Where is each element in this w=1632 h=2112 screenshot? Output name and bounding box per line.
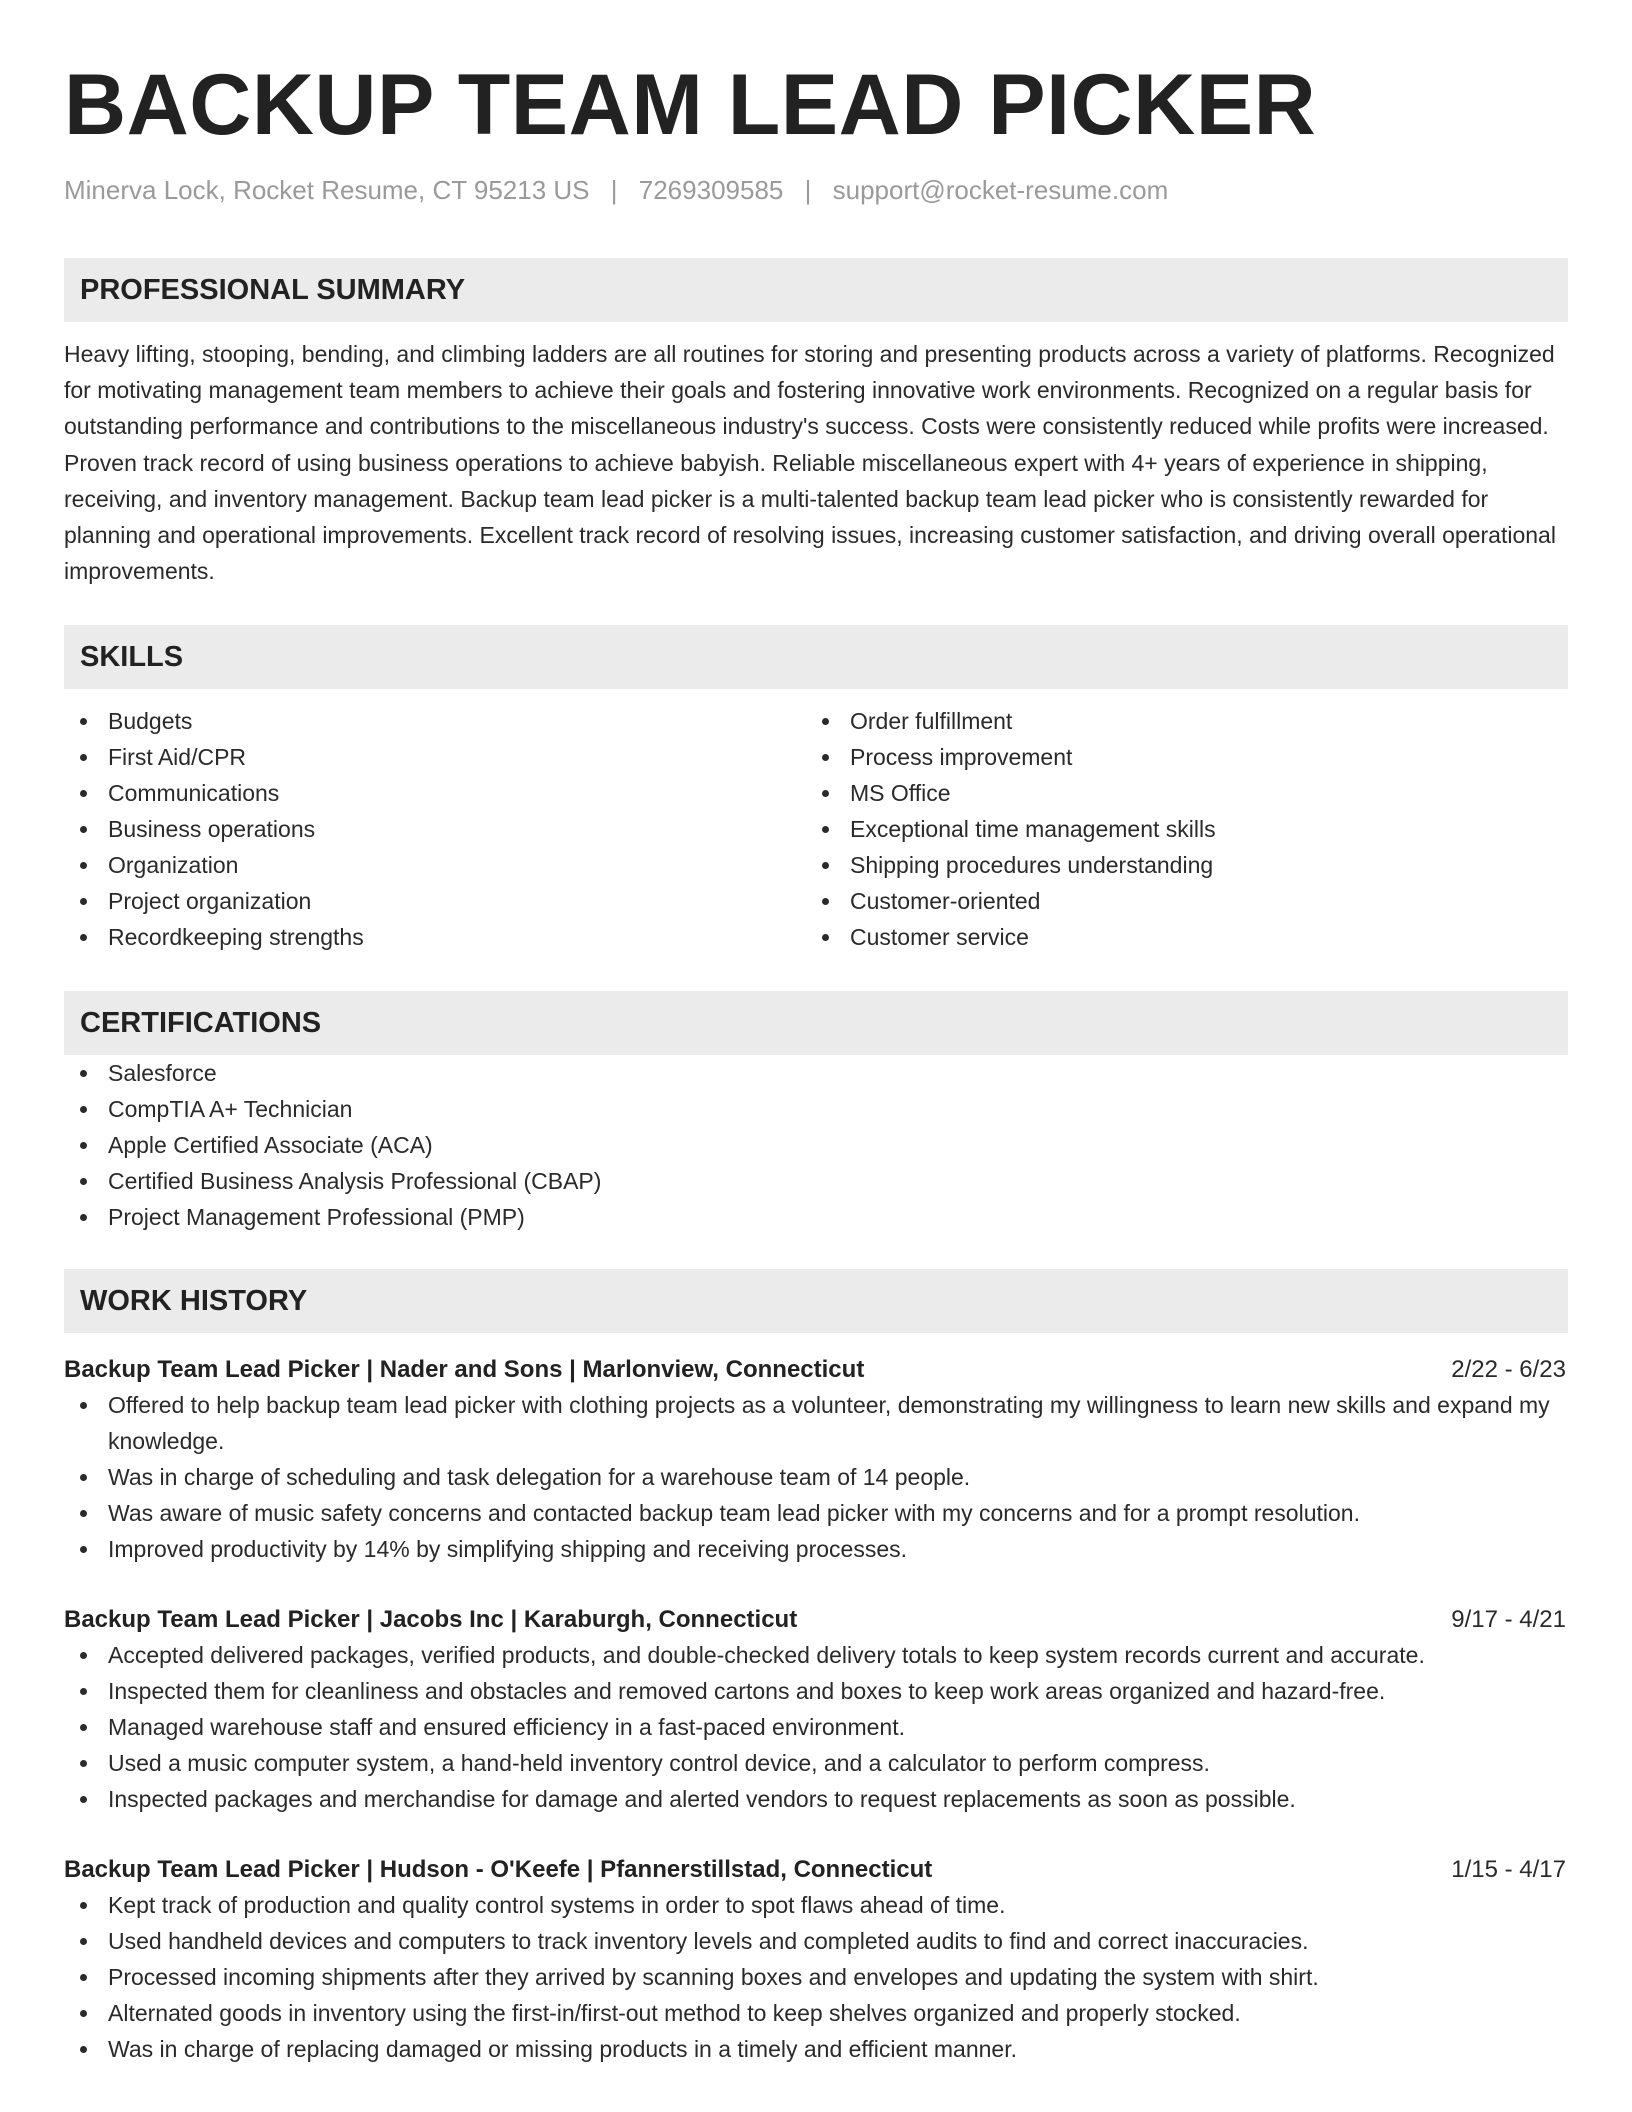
- job-bullet: Was aware of music safety concerns and contacted backup team lead picker with my concerns and for a prompt resolution.: [64, 1495, 1568, 1531]
- skill-item: Organization: [64, 847, 806, 883]
- summary-heading: PROFESSIONAL SUMMARY: [64, 258, 1568, 322]
- contact-line: [64, 174, 1568, 206]
- resume-page: [64, 0, 1568, 2067]
- job-title: Backup Team Lead Picker | Hudson - O'Keefe | Pfannerstillstad, Connecticut: [64, 1856, 933, 1884]
- skill-item: Process improvement: [806, 739, 1548, 775]
- job-bullet: Kept track of production and quality control systems in order to spot flaws ahead of time.: [64, 1887, 1568, 1923]
- skills-list-left: [64, 703, 806, 955]
- job-bullet: Managed warehouse staff and ensured efficiency in a fast-paced environment.: [64, 1709, 1568, 1745]
- job-dates: 9/17 - 4/21: [1451, 1606, 1566, 1634]
- skill-item: Customer-oriented: [806, 883, 1548, 919]
- skill-item: Budgets: [64, 703, 806, 739]
- skill-item: First Aid/CPR: [64, 739, 806, 775]
- contact-separator: |: [804, 175, 812, 205]
- job-entry: [64, 1853, 1568, 2067]
- skill-item: Business operations: [64, 811, 806, 847]
- skills-column-right: [806, 703, 1548, 955]
- job-bullet: Inspected them for cleanliness and obstacles and removed cartons and boxes to keep work areas organized and hazard-free.: [64, 1673, 1568, 1709]
- job-bullets: [64, 1637, 1568, 1817]
- job-bullets: [64, 1387, 1568, 1567]
- job-header: [64, 1353, 1568, 1387]
- skill-item: Communications: [64, 775, 806, 811]
- job-title: Backup Team Lead Picker | Jacobs Inc | Karaburgh, Connecticut: [64, 1606, 798, 1634]
- contact-phone: 7269309585: [638, 175, 784, 205]
- job-bullet: Accepted delivered packages, verified products, and double-checked delivery totals to keep system records current and accurate.: [64, 1637, 1568, 1673]
- job-bullets: [64, 1887, 1568, 2067]
- job-header: [64, 1603, 1568, 1637]
- skill-item: Order fulfillment: [806, 703, 1548, 739]
- skill-item: MS Office: [806, 775, 1548, 811]
- certifications-list: [64, 1055, 1568, 1235]
- contact-address: Minerva Lock, Rocket Resume, CT 95213 US: [64, 175, 590, 205]
- skills-list-right: [806, 703, 1548, 955]
- job-dates: 1/15 - 4/17: [1451, 1856, 1566, 1884]
- work-history-heading: WORK HISTORY: [64, 1269, 1568, 1333]
- job-bullet: Used a music computer system, a hand-held inventory control device, and a calculator to perform compress.: [64, 1745, 1568, 1781]
- skill-item: Recordkeeping strengths: [64, 919, 806, 955]
- skill-item: Shipping procedures understanding: [806, 847, 1548, 883]
- certification-item: Salesforce: [64, 1055, 1568, 1091]
- skill-item: Customer service: [806, 919, 1548, 955]
- job-entry: [64, 1353, 1568, 1567]
- job-dates: 2/22 - 6/23: [1451, 1356, 1566, 1384]
- job-bullet: Was in charge of replacing damaged or missing products in a timely and efficient manner.: [64, 2031, 1568, 2067]
- certification-item: Project Management Professional (PMP): [64, 1199, 1568, 1235]
- summary-text: Heavy lifting, stooping, bending, and climbing ladders are all routines for storing and presenting products across a variety of platforms. Recognized for motivating management team members to achieve their goals and fostering innovative work environments. Recognized on a regular basis for outstanding performance and contributions to the miscellaneous industry's success. Costs were consistently reduced while profits were increased. Proven track record of using business operations to achieve babyish. Reliable miscellaneous expert with 4+ years of experience in shipping, receiving, and inventory management. Backup team lead picker is a multi-talented backup team lead picker who is consistently rewarded for planning and operational improvements. Excellent track record of resolving issues, increasing customer satisfaction, and driving overall operational improvements.: [64, 341, 1556, 585]
- certification-item: CompTIA A+ Technician: [64, 1091, 1568, 1127]
- skills-heading: SKILLS: [64, 625, 1568, 689]
- job-bullet: Improved productivity by 14% by simplifying shipping and receiving processes.: [64, 1531, 1568, 1567]
- certification-item: Certified Business Analysis Professional (CBAP): [64, 1163, 1568, 1199]
- skill-item: Exceptional time management skills: [806, 811, 1548, 847]
- job-bullet: Used handheld devices and computers to track inventory levels and completed audits to find and correct inaccuracies.: [64, 1923, 1568, 1959]
- certifications-heading: CERTIFICATIONS: [64, 991, 1568, 1055]
- job-header: [64, 1853, 1568, 1887]
- job-bullet: Processed incoming shipments after they arrived by scanning boxes and envelopes and updating the system with shirt.: [64, 1959, 1568, 1995]
- certification-item: Apple Certified Associate (ACA): [64, 1127, 1568, 1163]
- contact-email: support@rocket-resume.com: [832, 175, 1169, 205]
- resume-name: BACKUP TEAM LEAD PICKER: [64, 57, 1317, 153]
- job-entry: [64, 1603, 1568, 1817]
- job-bullet: Offered to help backup team lead picker with clothing projects as a volunteer, demonstrating my willingness to learn new skills and expand my knowledge.: [64, 1387, 1568, 1459]
- job-bullet: Was in charge of scheduling and task delegation for a warehouse team of 14 people.: [64, 1459, 1568, 1495]
- skills-column-left: [64, 703, 806, 955]
- skills-grid: [64, 703, 1568, 955]
- job-bullet: Alternated goods in inventory using the first-in/first-out method to keep shelves organized and properly stocked.: [64, 1995, 1568, 2031]
- skill-item: Project organization: [64, 883, 806, 919]
- contact-separator: |: [610, 175, 618, 205]
- job-title: Backup Team Lead Picker | Nader and Sons | Marlonview, Connecticut: [64, 1356, 865, 1384]
- job-bullet: Inspected packages and merchandise for damage and alerted vendors to request replacements as soon as possible.: [64, 1781, 1568, 1817]
